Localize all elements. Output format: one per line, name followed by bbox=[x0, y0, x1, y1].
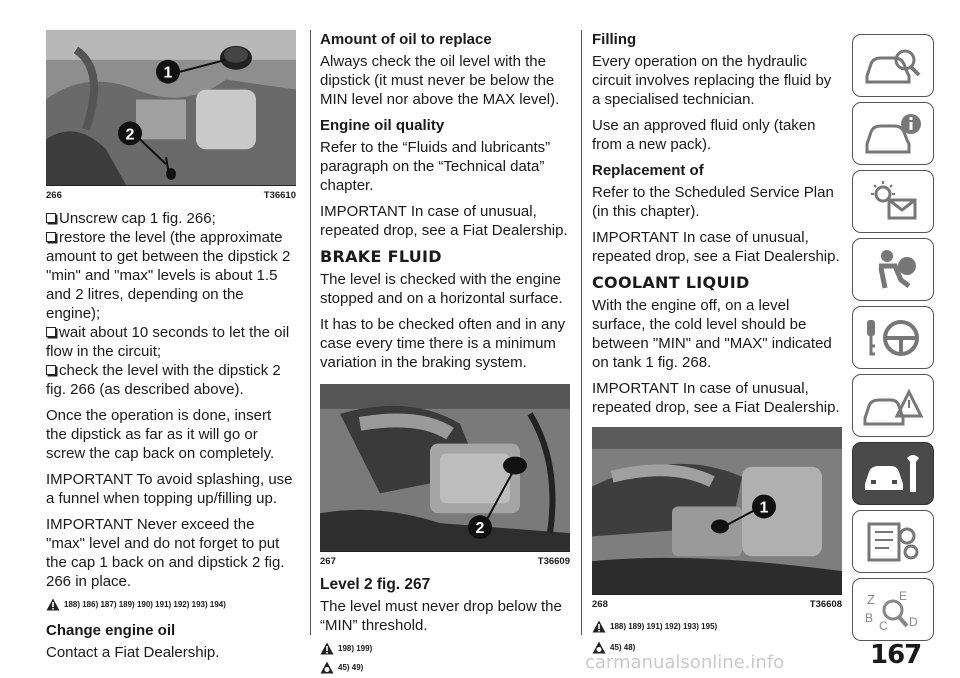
paragraph: Contact a Fiat Dealership. bbox=[46, 644, 220, 661]
paragraph: Refer to the Scheduled Service Plan (in this chapter). bbox=[592, 184, 834, 220]
figure-268 bbox=[592, 427, 842, 595]
caution-icon bbox=[320, 661, 334, 674]
tab-key-steering[interactable] bbox=[852, 306, 934, 369]
checkbox-bullet-icon bbox=[46, 365, 56, 375]
key-steering-icon bbox=[861, 314, 925, 362]
svg-text:D: D bbox=[909, 614, 918, 629]
fig-number: 266 bbox=[46, 190, 62, 201]
caution-refs: 45) 48) bbox=[592, 641, 842, 654]
heading-change-engine-oil: Change engine oil bbox=[46, 622, 176, 639]
bullet-item bbox=[46, 228, 296, 247]
index-icon bbox=[861, 586, 925, 634]
warning-triangle-icon bbox=[592, 620, 606, 633]
paragraph: Every operation on the hydraulic circuit involves replacing the fluid by a specialised technician. bbox=[592, 53, 832, 108]
bullet-continuation: flow in the circuit; bbox=[46, 343, 162, 360]
svg-text:C: C bbox=[879, 618, 888, 633]
tab-car-wrench[interactable] bbox=[852, 442, 934, 505]
figure-266 bbox=[46, 30, 296, 186]
tab-car-warning[interactable] bbox=[852, 374, 934, 437]
heading-amount-of-oil: Amount of oil to replace bbox=[320, 31, 492, 48]
bullet-text: restore the level (the approximate bbox=[59, 229, 283, 246]
bullet-text: check the level with the dipstick 2 bbox=[59, 362, 281, 379]
paragraph: IMPORTANT Never exceed the "max" level and do not forget to put the cap 1 back on and dipstick 2 fig. 266 in place. bbox=[46, 516, 285, 590]
car-wrench-icon bbox=[861, 450, 925, 498]
heading-level: Level 2 fig. 267 bbox=[320, 576, 431, 593]
tab-dashboard-lights[interactable] bbox=[852, 170, 934, 233]
engine-photo-266 bbox=[46, 30, 296, 185]
column-divider bbox=[581, 30, 582, 635]
tab-index[interactable] bbox=[852, 578, 934, 641]
svg-text:Z: Z bbox=[867, 591, 875, 607]
paragraph: The level is checked with the engine stopped and on a horizontal surface. bbox=[320, 271, 563, 307]
paragraph: IMPORTANT In case of unusual, repeated drop, see a Fiat Dealership. bbox=[320, 203, 568, 239]
tab-service-list[interactable] bbox=[852, 510, 934, 573]
fig-code: T36608 bbox=[809, 599, 842, 610]
callout-2: 2 bbox=[475, 520, 485, 538]
page-number: 167 bbox=[870, 640, 922, 670]
car-search-icon bbox=[861, 42, 925, 90]
chapter-tabs bbox=[852, 34, 934, 646]
checkbox-bullet-icon bbox=[46, 327, 56, 337]
dashboard-lights-icon bbox=[861, 178, 925, 226]
callout-2: 2 bbox=[125, 126, 135, 144]
caution-refs: 45) 49) bbox=[320, 661, 570, 674]
warning-refs: 198) 199) bbox=[320, 642, 570, 655]
heading-replacement: Replacement of bbox=[592, 162, 704, 179]
paragraph: Always check the oil level with the dipstick (it must never be below the MIN level nor above the MAX level). bbox=[320, 53, 560, 108]
tab-car-info[interactable] bbox=[852, 102, 934, 165]
paragraph: The level must never drop below the “MIN” threshold. bbox=[320, 598, 562, 634]
heading-filling: Filling bbox=[592, 31, 637, 48]
service-list-icon bbox=[861, 518, 925, 566]
paragraph: It has to be checked often and in any case every time there is a minimum variation in the braking system. bbox=[320, 316, 566, 371]
bullet-text: wait about 10 seconds to let the oil bbox=[59, 324, 290, 341]
paragraph: Refer to the “Fluids and lubricants” paragraph on the “Technical data” chapter. bbox=[320, 139, 551, 194]
tab-airbag[interactable] bbox=[852, 238, 934, 301]
bullet-item bbox=[46, 323, 296, 342]
paragraph: IMPORTANT To avoid splashing, use a funnel when topping up/filling up. bbox=[46, 471, 293, 507]
watermark: carmanualsonline.info bbox=[585, 652, 785, 673]
engine-photo-268 bbox=[592, 427, 842, 594]
warning-triangle-icon bbox=[320, 642, 334, 655]
bullet-continuation: fig. 266 (as described above). bbox=[46, 381, 244, 398]
paragraph: IMPORTANT In case of unusual, repeated drop, see a Fiat Dealership. bbox=[592, 380, 840, 416]
column-2 bbox=[320, 30, 570, 678]
figure-caption bbox=[592, 599, 842, 610]
heading-brake-fluid: BRAKE FLUID bbox=[320, 247, 442, 266]
callout-1: 1 bbox=[163, 64, 173, 82]
paragraph: IMPORTANT In case of unusual, repeated drop, see a Fiat Dealership. bbox=[592, 229, 840, 265]
fig-number: 268 bbox=[592, 599, 608, 610]
warning-refs: 188) 186) 187) 189) 190) 191) 192) 193) 194) bbox=[46, 598, 296, 611]
car-info-icon bbox=[861, 110, 925, 158]
figure-caption bbox=[320, 556, 570, 567]
column-divider bbox=[310, 30, 311, 635]
column-3 bbox=[592, 30, 842, 658]
bullet-item bbox=[46, 209, 296, 228]
bullet-text: Unscrew cap 1 fig. 266; bbox=[59, 210, 216, 227]
fig-number: 267 bbox=[320, 556, 336, 567]
paragraph: With the engine off, on a level surface, the cold level should be between "MIN" and "MAX" indicated on tank 1 fig. 268. bbox=[592, 297, 832, 371]
tab-car-search[interactable] bbox=[852, 34, 934, 97]
svg-text:E: E bbox=[899, 588, 908, 603]
fig-code: T36610 bbox=[263, 190, 296, 201]
heading-engine-oil-quality: Engine oil quality bbox=[320, 117, 445, 134]
heading-coolant-liquid: COOLANT LIQUID bbox=[592, 273, 750, 292]
bullet-item bbox=[46, 361, 296, 380]
warning-triangle-icon bbox=[46, 598, 60, 611]
callout-1: 1 bbox=[759, 499, 769, 517]
warning-refs: 188) 189) 191) 192) 193) 195) bbox=[592, 620, 842, 633]
figure-caption bbox=[46, 190, 296, 201]
airbag-icon bbox=[861, 246, 925, 294]
fig-code: T36609 bbox=[537, 556, 570, 567]
paragraph: Once the operation is done, insert the dipstick as far as it will go or screw the cap back on completely. bbox=[46, 407, 275, 462]
figure-267 bbox=[320, 384, 570, 552]
engine-photo-267 bbox=[320, 384, 570, 551]
svg-text:B: B bbox=[865, 610, 874, 625]
column-1 bbox=[46, 30, 296, 669]
checkbox-bullet-icon bbox=[46, 213, 56, 223]
bullet-continuation: amount to get between the dipstick 2 "min" and "max" levels is about 1.5 and 2 litres, depending on the engine); bbox=[46, 248, 291, 322]
car-warning-icon bbox=[861, 382, 925, 430]
checkbox-bullet-icon bbox=[46, 232, 56, 242]
paragraph: Use an approved fluid only (taken from a new pack). bbox=[592, 117, 816, 153]
